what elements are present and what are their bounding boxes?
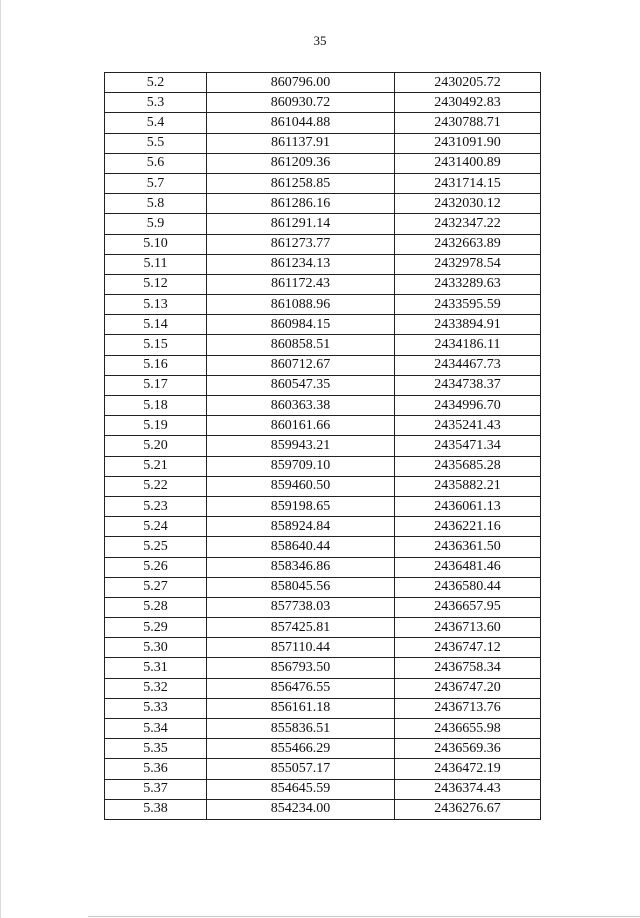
x-coordinate-cell: 860712.67	[207, 355, 395, 375]
table-row	[105, 234, 541, 254]
x-coordinate-cell: 856476.55	[207, 678, 395, 698]
x-coordinate-cell: 854234.00	[207, 799, 395, 819]
x-coordinate-cell: 860796.00	[207, 73, 395, 93]
y-coordinate-cell: 2432978.54	[395, 254, 541, 274]
point-number-cell: 5.21	[105, 456, 207, 476]
table-row	[105, 375, 541, 395]
table-row	[105, 597, 541, 617]
point-number-cell: 5.10	[105, 234, 207, 254]
y-coordinate-cell: 2436758.34	[395, 658, 541, 678]
point-number-cell: 5.18	[105, 396, 207, 416]
page-number: 35	[313, 33, 327, 48]
point-number-cell: 5.3	[105, 93, 207, 113]
y-coordinate-cell: 2430492.83	[395, 93, 541, 113]
table-row	[105, 496, 541, 516]
y-coordinate-cell: 2435882.21	[395, 476, 541, 496]
x-coordinate-cell: 857738.03	[207, 597, 395, 617]
table-row	[105, 577, 541, 597]
point-number-cell: 5.34	[105, 719, 207, 739]
y-coordinate-cell: 2431400.89	[395, 153, 541, 173]
table-row	[105, 133, 541, 153]
y-coordinate-cell: 2433595.59	[395, 295, 541, 315]
table-row	[105, 93, 541, 113]
x-coordinate-cell: 861286.16	[207, 194, 395, 214]
table-row	[105, 476, 541, 496]
x-coordinate-cell: 858640.44	[207, 537, 395, 557]
table-row	[105, 194, 541, 214]
point-number-cell: 5.27	[105, 577, 207, 597]
table-row	[105, 537, 541, 557]
x-coordinate-cell: 860930.72	[207, 93, 395, 113]
x-coordinate-cell: 854645.59	[207, 779, 395, 799]
y-coordinate-cell: 2436361.50	[395, 537, 541, 557]
point-number-cell: 5.30	[105, 638, 207, 658]
table-row	[105, 678, 541, 698]
x-coordinate-cell: 861172.43	[207, 274, 395, 294]
table-row	[105, 779, 541, 799]
y-coordinate-cell: 2435685.28	[395, 456, 541, 476]
x-coordinate-cell: 861044.88	[207, 113, 395, 133]
x-coordinate-cell: 856161.18	[207, 698, 395, 718]
x-coordinate-cell: 858346.86	[207, 557, 395, 577]
table-row	[105, 638, 541, 658]
point-number-cell: 5.36	[105, 759, 207, 779]
x-coordinate-cell: 855836.51	[207, 719, 395, 739]
point-number-cell: 5.2	[105, 73, 207, 93]
x-coordinate-cell: 861291.14	[207, 214, 395, 234]
point-number-cell: 5.4	[105, 113, 207, 133]
x-coordinate-cell: 859709.10	[207, 456, 395, 476]
y-coordinate-cell: 2433894.91	[395, 315, 541, 335]
point-number-cell: 5.14	[105, 315, 207, 335]
y-coordinate-cell: 2434996.70	[395, 396, 541, 416]
y-coordinate-cell: 2436221.16	[395, 517, 541, 537]
y-coordinate-cell: 2436569.36	[395, 739, 541, 759]
point-number-cell: 5.32	[105, 678, 207, 698]
y-coordinate-cell: 2434467.73	[395, 355, 541, 375]
point-number-cell: 5.38	[105, 799, 207, 819]
table-row	[105, 658, 541, 678]
x-coordinate-cell: 859460.50	[207, 476, 395, 496]
x-coordinate-cell: 860547.35	[207, 375, 395, 395]
table-row	[105, 719, 541, 739]
y-coordinate-cell: 2436481.46	[395, 557, 541, 577]
table-row	[105, 517, 541, 537]
y-coordinate-cell: 2436061.13	[395, 496, 541, 516]
table-row	[105, 153, 541, 173]
table-row	[105, 618, 541, 638]
point-number-cell: 5.20	[105, 436, 207, 456]
point-number-cell: 5.11	[105, 254, 207, 274]
point-number-cell: 5.5	[105, 133, 207, 153]
x-coordinate-cell: 861234.13	[207, 254, 395, 274]
table-row	[105, 113, 541, 133]
point-number-cell: 5.6	[105, 153, 207, 173]
point-number-cell: 5.29	[105, 618, 207, 638]
table-row	[105, 436, 541, 456]
y-coordinate-cell: 2432663.89	[395, 234, 541, 254]
point-number-cell: 5.24	[105, 517, 207, 537]
x-coordinate-cell: 861258.85	[207, 173, 395, 193]
coordinates-table-body	[105, 73, 541, 820]
y-coordinate-cell: 2434186.11	[395, 335, 541, 355]
y-coordinate-cell: 2436713.60	[395, 618, 541, 638]
point-number-cell: 5.26	[105, 557, 207, 577]
x-coordinate-cell: 855057.17	[207, 759, 395, 779]
y-coordinate-cell: 2436747.12	[395, 638, 541, 658]
x-coordinate-cell: 859943.21	[207, 436, 395, 456]
y-coordinate-cell: 2436713.76	[395, 698, 541, 718]
point-number-cell: 5.9	[105, 214, 207, 234]
y-coordinate-cell: 2433289.63	[395, 274, 541, 294]
x-coordinate-cell: 857110.44	[207, 638, 395, 658]
y-coordinate-cell: 2435241.43	[395, 416, 541, 436]
point-number-cell: 5.25	[105, 537, 207, 557]
table-row	[105, 335, 541, 355]
point-number-cell: 5.7	[105, 173, 207, 193]
point-number-cell: 5.17	[105, 375, 207, 395]
point-number-cell: 5.37	[105, 779, 207, 799]
point-number-cell: 5.28	[105, 597, 207, 617]
y-coordinate-cell: 2436747.20	[395, 678, 541, 698]
point-number-cell: 5.12	[105, 274, 207, 294]
x-coordinate-cell: 858045.56	[207, 577, 395, 597]
point-number-cell: 5.13	[105, 295, 207, 315]
table-row	[105, 214, 541, 234]
table-row	[105, 456, 541, 476]
table-row	[105, 799, 541, 819]
table-row	[105, 416, 541, 436]
x-coordinate-cell: 858924.84	[207, 517, 395, 537]
point-number-cell: 5.19	[105, 416, 207, 436]
table-row	[105, 739, 541, 759]
point-number-cell: 5.15	[105, 335, 207, 355]
point-number-cell: 5.31	[105, 658, 207, 678]
coordinates-table	[104, 72, 541, 820]
y-coordinate-cell: 2436655.98	[395, 719, 541, 739]
y-coordinate-cell: 2435471.34	[395, 436, 541, 456]
y-coordinate-cell: 2436580.44	[395, 577, 541, 597]
page-edge-left	[0, 0, 1, 918]
page-edge-bottom	[88, 916, 640, 917]
x-coordinate-cell: 860363.38	[207, 396, 395, 416]
y-coordinate-cell: 2436657.95	[395, 597, 541, 617]
table-row	[105, 355, 541, 375]
table-row	[105, 274, 541, 294]
y-coordinate-cell: 2430205.72	[395, 73, 541, 93]
point-number-cell: 5.23	[105, 496, 207, 516]
table-row	[105, 254, 541, 274]
x-coordinate-cell: 860161.66	[207, 416, 395, 436]
point-number-cell: 5.22	[105, 476, 207, 496]
x-coordinate-cell: 855466.29	[207, 739, 395, 759]
x-coordinate-cell: 859198.65	[207, 496, 395, 516]
point-number-cell: 5.16	[105, 355, 207, 375]
point-number-cell: 5.35	[105, 739, 207, 759]
table-row	[105, 557, 541, 577]
point-number-cell: 5.33	[105, 698, 207, 718]
y-coordinate-cell: 2436276.67	[395, 799, 541, 819]
y-coordinate-cell: 2432347.22	[395, 214, 541, 234]
table-row	[105, 73, 541, 93]
y-coordinate-cell: 2430788.71	[395, 113, 541, 133]
table-row	[105, 396, 541, 416]
x-coordinate-cell: 857425.81	[207, 618, 395, 638]
table-row	[105, 295, 541, 315]
x-coordinate-cell: 860858.51	[207, 335, 395, 355]
point-number-cell: 5.8	[105, 194, 207, 214]
y-coordinate-cell: 2434738.37	[395, 375, 541, 395]
y-coordinate-cell: 2431091.90	[395, 133, 541, 153]
x-coordinate-cell: 860984.15	[207, 315, 395, 335]
table-row	[105, 173, 541, 193]
y-coordinate-cell: 2431714.15	[395, 173, 541, 193]
y-coordinate-cell: 2432030.12	[395, 194, 541, 214]
x-coordinate-cell: 856793.50	[207, 658, 395, 678]
x-coordinate-cell: 861137.91	[207, 133, 395, 153]
x-coordinate-cell: 861209.36	[207, 153, 395, 173]
x-coordinate-cell: 861088.96	[207, 295, 395, 315]
y-coordinate-cell: 2436472.19	[395, 759, 541, 779]
y-coordinate-cell: 2436374.43	[395, 779, 541, 799]
table-row	[105, 315, 541, 335]
table-row	[105, 698, 541, 718]
x-coordinate-cell: 861273.77	[207, 234, 395, 254]
table-row	[105, 759, 541, 779]
